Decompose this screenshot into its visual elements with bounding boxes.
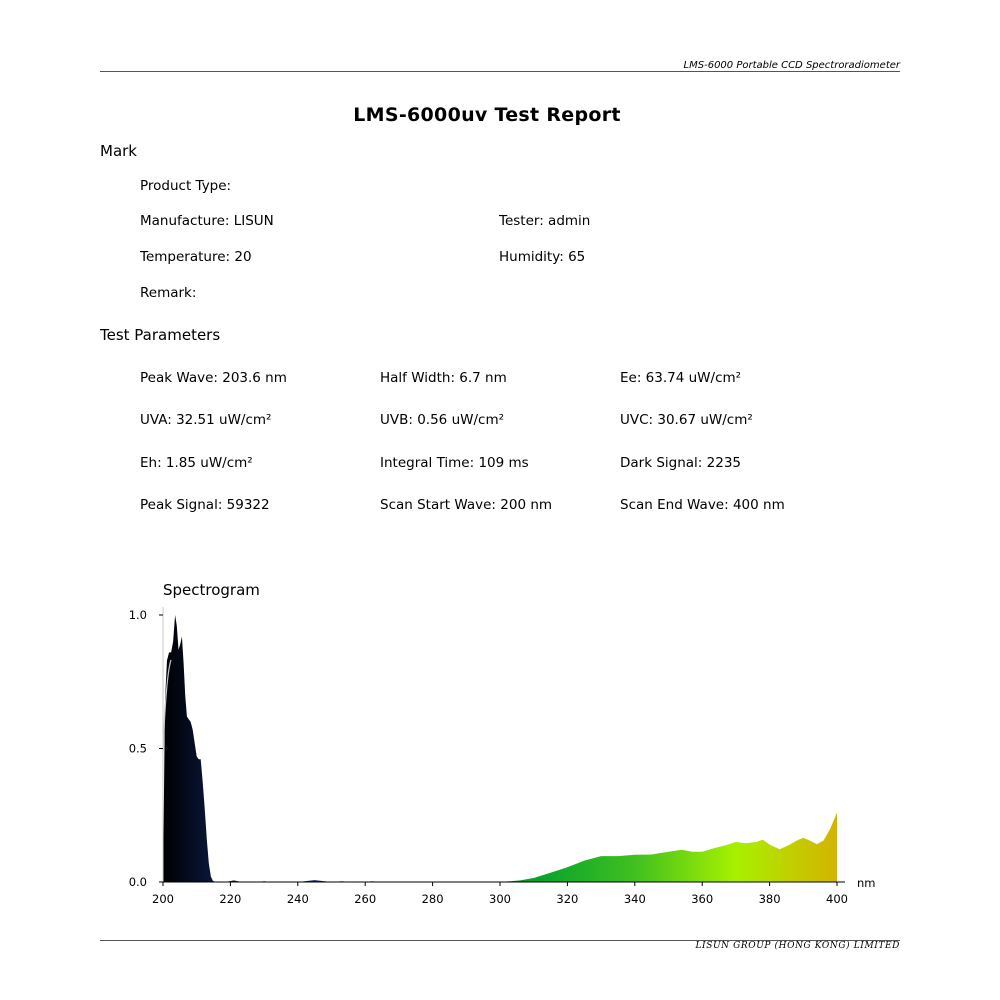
temperature-field: Temperature: 20	[140, 249, 252, 265]
scan-start-wave-field: Scan Start Wave: 200 nm	[380, 497, 553, 513]
eh-field: Eh: 1.85 uW/cm²	[140, 455, 253, 471]
peak-signal-field: Peak Signal: 59322	[140, 497, 270, 513]
chart-title: Spectrogram	[163, 581, 260, 599]
x-tick-label: 300	[489, 892, 511, 906]
test-parameters-heading: Test Parameters	[100, 326, 221, 344]
product-type-field: Product Type:	[140, 178, 232, 194]
x-tick-label: 280	[421, 892, 444, 906]
x-axis-label: nm	[857, 876, 876, 890]
peak-wave-field: Peak Wave: 203.6 nm	[140, 370, 287, 386]
x-tick-label: 240	[286, 892, 309, 906]
ee-field: Ee: 63.74 uW/cm²	[620, 370, 742, 386]
remark-field: Remark:	[140, 285, 197, 301]
report-title: LMS-6000uv Test Report	[353, 104, 621, 126]
uvb-field: UVB: 0.56 uW/cm²	[380, 412, 505, 428]
y-tick-label: 0.5	[128, 741, 147, 756]
x-tick-label: 380	[758, 892, 781, 906]
uva-field: UVA: 32.51 uW/cm²	[140, 412, 272, 428]
x-tick-label: 220	[219, 892, 242, 906]
x-tick-label: 200	[152, 892, 174, 906]
integral-time-field: Integral Time: 109 ms	[380, 455, 529, 471]
manufacture-field: Manufacture: LISUN	[140, 213, 274, 229]
scan-end-wave-field: Scan End Wave: 400 nm	[620, 497, 785, 513]
x-tick-label: 260	[354, 892, 377, 906]
x-tick-label: 360	[691, 892, 714, 906]
x-tick-label: 340	[623, 892, 646, 906]
y-tick-label: 0.0	[128, 875, 147, 889]
uvc-field: UVC: 30.67 uW/cm²	[620, 412, 753, 428]
footer-company: LISUN GROUP (HONG KONG) LIMITED	[695, 941, 900, 951]
dark-signal-field: Dark Signal: 2235	[620, 455, 741, 471]
spectrum-area	[163, 615, 837, 882]
header-device-name: LMS-6000 Portable CCD Spectroradiometer	[683, 60, 900, 71]
mark-heading: Mark	[100, 142, 137, 160]
x-tick-label: 400	[826, 892, 848, 906]
x-tick-label: 320	[556, 892, 579, 906]
tester-field: Tester: admin	[499, 213, 591, 229]
half-width-field: Half Width: 6.7 nm	[380, 370, 507, 386]
humidity-field: Humidity: 65	[499, 249, 586, 265]
y-tick-label: 1.0	[128, 608, 147, 622]
